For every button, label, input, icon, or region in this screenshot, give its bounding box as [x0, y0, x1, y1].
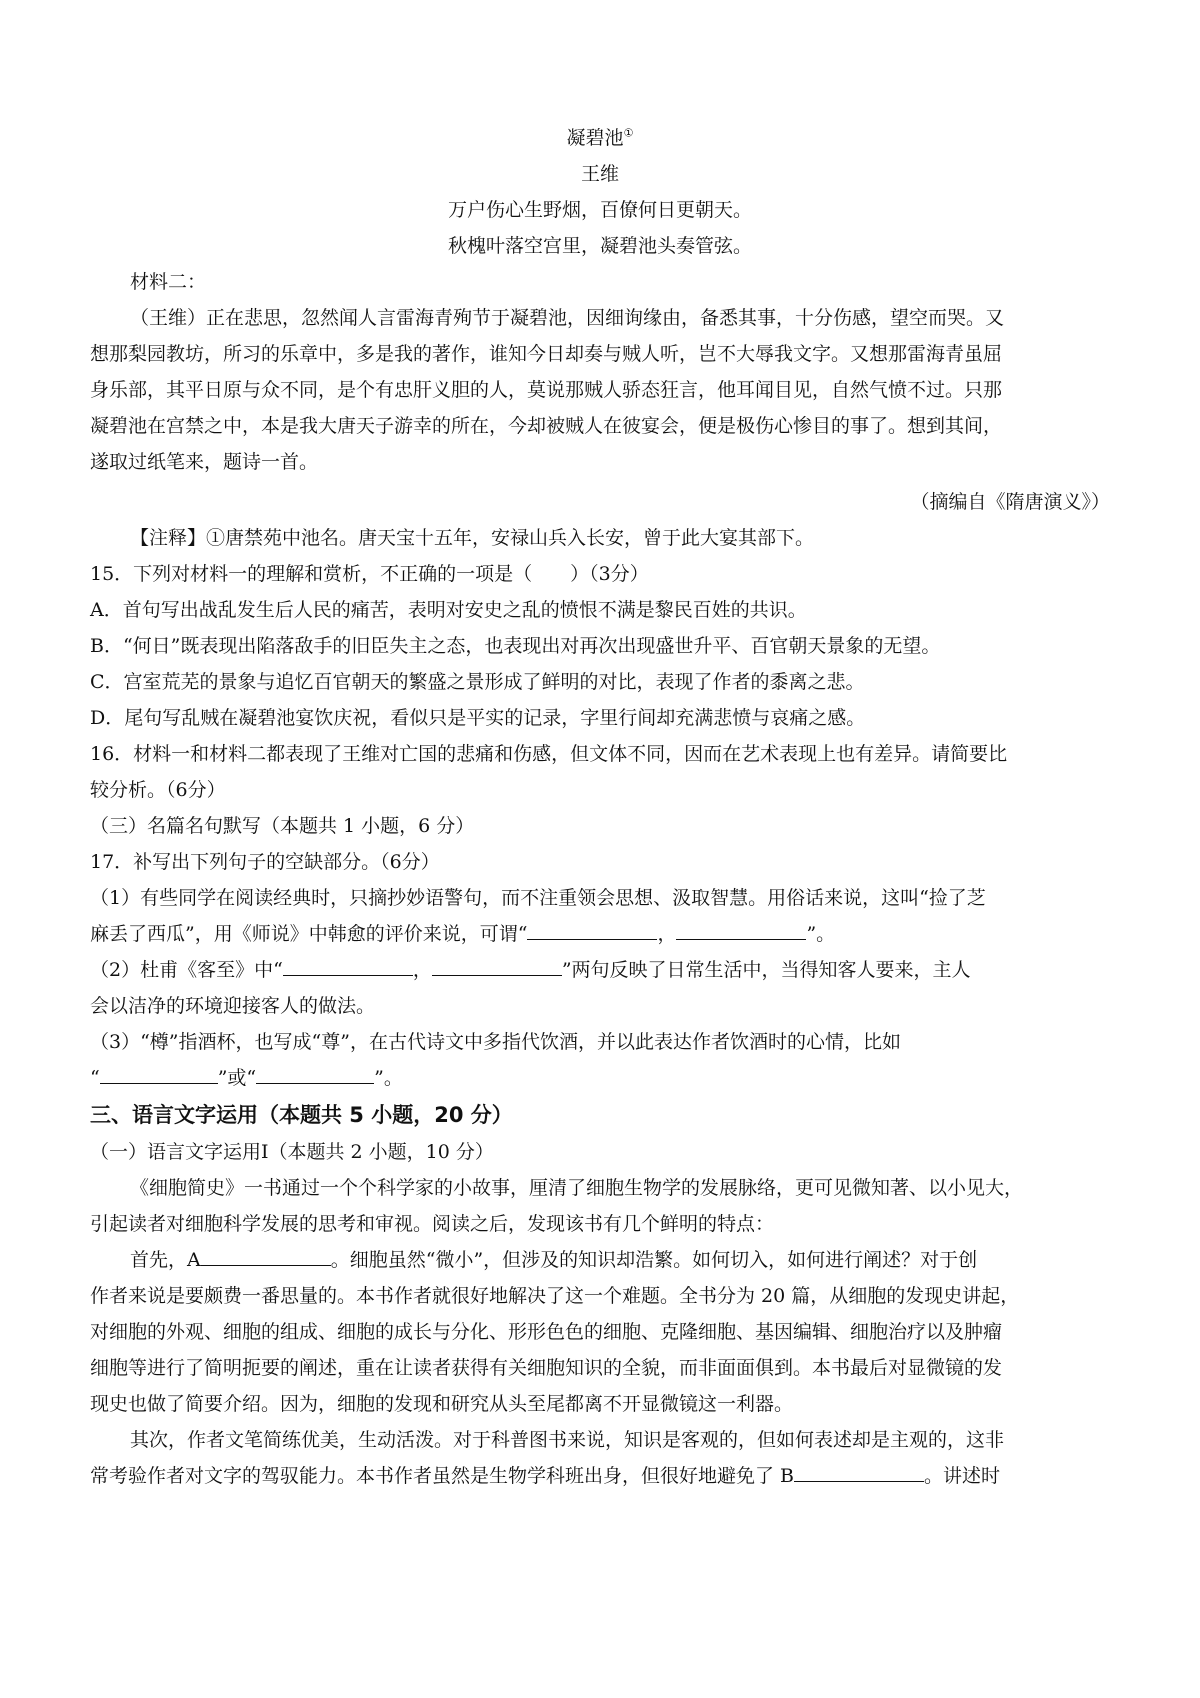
material2-line-2: 想那梨园教坊，所习的乐章中，多是我的著作，谁知今日却奏与贼人听，岂不大辱我文字。又想那雷海青虽屈 — [90, 343, 1003, 365]
q17-part1-text-c: ”。 — [806, 923, 836, 945]
q16-line-2: 较分析。（6分） — [90, 779, 226, 801]
q17-part3-line-1: （3）“樽”指酒杯，也写成“尊”，在古代诗文中多指代饮酒，并以此表达作者饮酒时的心情，比如 — [90, 1031, 901, 1053]
part3-para1-line-2: 引起读者对细胞科学发展的思考和审视。阅读之后，发现该书有几个鲜明的特点： — [90, 1213, 775, 1235]
answer-blank[interactable] — [100, 1061, 218, 1084]
part3-para2-line-3: 对细胞的外观、细胞的组成、细胞的成长与分化、形形色色的细胞、克隆细胞、基因编辑、细胞治疗以及肿瘤 — [90, 1321, 1003, 1343]
part3-para2-line-2: 作者来说是要颇费一番思量的。本书作者就很好地解决了这一个难题。全书分为 20 篇，从细胞的发现史讲起， — [90, 1285, 1020, 1307]
q17-part2-text-a: （2）杜甫《客至》中“ — [90, 959, 283, 981]
part3-para2-line-1 — [90, 1242, 1110, 1278]
part3-para3-text-b: 。讲述时 — [924, 1465, 1001, 1487]
poem-title — [90, 120, 1110, 156]
q17-part1-text-a: 麻丢了西瓜”，用《师说》中韩愈的评价来说，可谓“ — [90, 923, 528, 945]
q17-stem: 17．补写出下列句子的空缺部分。（6分） — [90, 851, 440, 873]
material2-line-4: 凝碧池在宫禁之中，本是我大唐天子游幸的所在，今却被贼人在彼宴会，便是极伤心惨目的事了。想到其间， — [90, 415, 1003, 437]
q17-part1-line-2 — [90, 916, 1110, 952]
part3-heading: 三、语言文字运用（本题共 5 小题，20 分） — [90, 1103, 513, 1127]
q17-part1-line-1: （1）有些同学在阅读经典时，只摘抄妙语警句，而不注重领会思想、汲取智慧。用俗话来说，这叫“捡了芝 — [90, 887, 986, 909]
q17-part2-text-b: ， — [412, 959, 432, 981]
poem-title-text: 凝碧池 — [566, 127, 624, 149]
q17-part2-line-1 — [90, 952, 1110, 988]
q15-option-c: C．宫室荒芜的景象与追忆百官朝天的繁盛之景形成了鲜明的对比，表现了作者的黍离之悲。 — [90, 671, 865, 693]
q17-part3-text-a: “ — [90, 1067, 100, 1089]
poem-line-1: 万户伤心生野烟，百僚何日更朝天。 — [447, 199, 752, 221]
poem-note-mark: ① — [623, 126, 634, 140]
section3-sub-heading: （三）名篇名句默写（本题共 1 小题，6 分） — [90, 815, 475, 837]
annotation: 【注释】①唐禁苑中池名。唐天宝十五年，安禄山兵入长安，曾于此大宴其部下。 — [130, 527, 815, 549]
q15-option-a: A．首句写出战乱发生后人民的痛苦，表明对安史之乱的愤恨不满是黎民百姓的共识。 — [90, 599, 807, 621]
answer-blank[interactable] — [283, 953, 413, 976]
answer-blank-b[interactable] — [794, 1459, 924, 1482]
part3-para2-line-5: 现史也做了简要介绍。因为，细胞的发现和研究从头至尾都离不开显微镜这一利器。 — [90, 1393, 794, 1415]
q16-line-1: 16．材料一和材料二都表现了王维对亡国的悲痛和伤感，但文体不同，因而在艺术表现上也有差异。请简要比 — [90, 743, 1008, 765]
part3-sub-heading: （一）语言文字运用Ⅰ（本题共 2 小题，10 分） — [90, 1141, 494, 1163]
answer-blank[interactable] — [432, 953, 562, 976]
material2-source: （摘编自《隋唐演义》） — [910, 491, 1110, 513]
poem-line-2: 秋槐叶落空宫里，凝碧池头奏管弦。 — [447, 235, 752, 257]
material2-line-5: 遂取过纸笔来，题诗一首。 — [90, 451, 319, 473]
material2-line-1: （王维）正在悲思，忽然闻人言雷海青殉节于凝碧池，因细询缘由，备悉其事，十分伤感，望空而哭。又 — [130, 307, 1005, 329]
q17-part3-line-2 — [90, 1060, 1110, 1096]
part3-para3-line-1: 其次，作者文笔简练优美，生动活泼。对于科普图书来说，知识是客观的，但如何表述却是主观的，这非 — [130, 1429, 1005, 1451]
part3-para2-text-b: 。细胞虽然“微小”，但涉及的知识却浩繁。如何切入，如何进行阐述？对于创 — [330, 1249, 978, 1271]
part3-para3-line-2 — [90, 1458, 1110, 1494]
q15-option-b: B．“何日”既表现出陷落敌手的旧臣失主之态，也表现出对再次出现盛世升平、百官朝天景象的无望。 — [90, 635, 941, 657]
answer-blank[interactable] — [527, 917, 657, 940]
exam-page — [90, 120, 1110, 1494]
answer-blank[interactable] — [256, 1061, 374, 1084]
q17-part2-text-c: ”两句反映了日常生活中，当得知客人要来，主人 — [561, 959, 971, 981]
part3-para2-text-a: 首先，A — [130, 1249, 201, 1271]
q17-part2-line-2: 会以洁净的环境迎接客人的做法。 — [90, 995, 376, 1017]
q15-option-d: D．尾句写乱贼在凝碧池宴饮庆祝，看似只是平实的记录，字里行间却充满悲愤与哀痛之感。 — [90, 707, 866, 729]
poem-author: 王维 — [580, 163, 619, 185]
q17-part3-text-c: ”。 — [374, 1067, 403, 1089]
part3-para2-line-4: 细胞等进行了简明扼要的阐述，重在让读者获得有关细胞知识的全貌，而非面面俱到。本书最后对显微镜的发 — [90, 1357, 1003, 1379]
part3-para3-text-a: 常考验作者对文字的驾驭能力。本书作者虽然是生物学科班出身，但很好地避免了 B — [90, 1465, 795, 1487]
answer-blank[interactable] — [676, 917, 806, 940]
part3-para1-line-1: 《细胞简史》一书通过一个个科学家的小故事，厘清了细胞生物学的发展脉络，更可见微知著、以小见大， — [130, 1177, 1024, 1199]
material2-label: 材料二： — [130, 271, 207, 293]
material2-line-3: 身乐部，其平日原与众不同，是个有忠肝义胆的人，莫说那贼人骄态狂言，他耳闻目见，自然气愤不过。只那 — [90, 379, 1003, 401]
answer-blank-a[interactable] — [201, 1243, 331, 1266]
q17-part1-text-b: ， — [657, 923, 677, 945]
q15-stem: 15．下列对材料一的理解和赏析，不正确的一项是（ ）（3分） — [90, 563, 649, 585]
q17-part3-text-b: ”或“ — [217, 1067, 257, 1089]
